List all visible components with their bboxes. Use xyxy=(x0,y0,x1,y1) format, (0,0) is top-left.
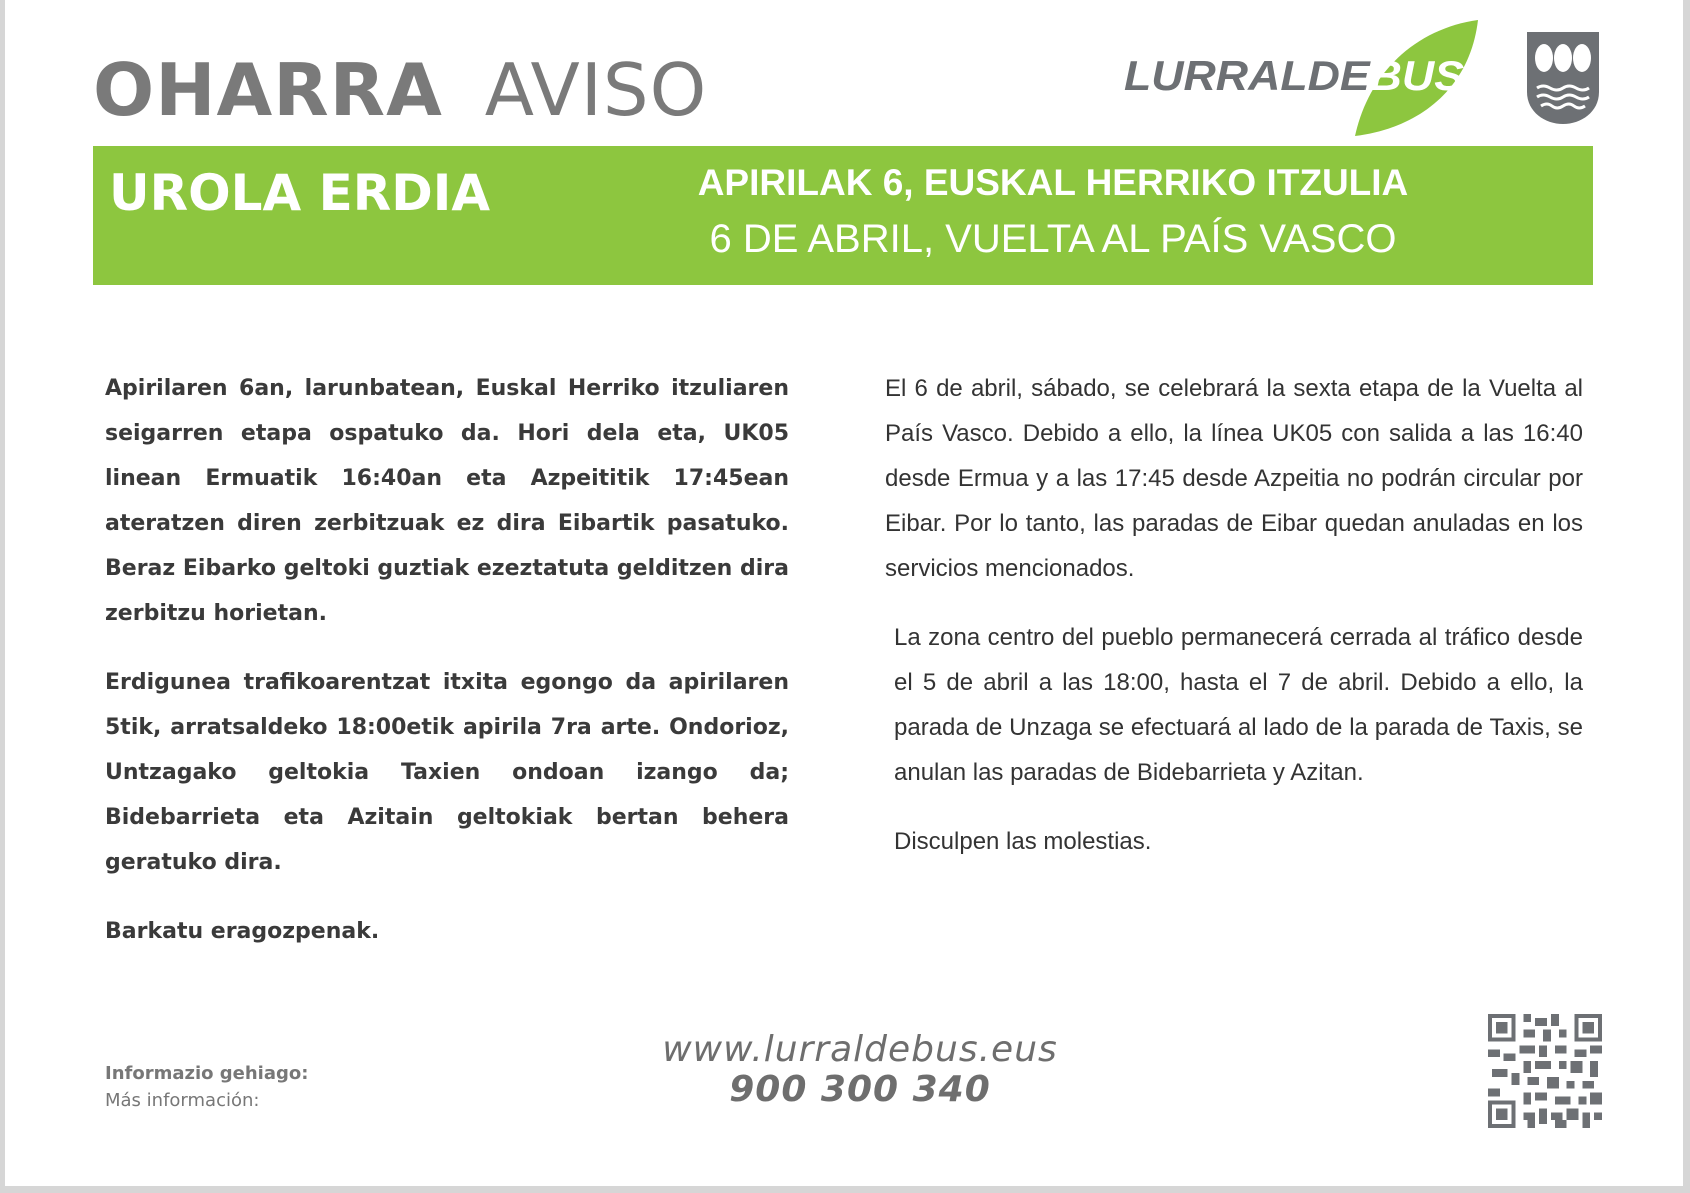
contact-block xyxy=(605,1030,1115,1110)
more-info-basque: Informazio gehiago: xyxy=(105,1063,309,1084)
paragraph: Apirilaren 6an, larunbatean, Euskal Herriko itzuliaren seigarren etapa ospatuko da. Hori dela eta, UK05 linean Ermuatik 16:40an eta Azpeititik 17:45ean ateratzen diren zerbitzuak ez dira Eibartik pasatuko. Beraz Eibarko geltoki guztiak ezeztatuta gelditzen dira zerbitzu horietan. xyxy=(105,376,789,626)
lurraldebus-logo xyxy=(1120,18,1480,138)
zone-name: UROLA ERDIA xyxy=(109,164,491,222)
phone-number: 900 300 340 xyxy=(729,1069,991,1110)
title-basque: OHARRA xyxy=(93,48,443,132)
more-info-spanish: Más información: xyxy=(105,1090,260,1111)
paragraph: Erdigunea trafikoarentzat itxita egongo da apirilaren 5tik, arratsaldeko 18:00etik apirila 7ra arte. Ondorioz, Untzagako geltokia Taxien ondoan izango da; Bidebarrieta eta Azitain geltokiak bertan behera geratuko dira. xyxy=(105,670,789,875)
more-info-label xyxy=(105,1060,308,1114)
title-spanish: AVISO xyxy=(484,48,708,132)
basque-column xyxy=(105,366,789,978)
notice-page xyxy=(5,0,1683,1186)
svg-text:LURRALDEBUS: LURRALDE BUS xyxy=(1124,52,1459,99)
website-link[interactable]: www.lurraldebus.eus xyxy=(662,1029,1058,1070)
paragraph: La zona centro del pueblo permanecerá cerrada al tráfico desde el 5 de abril a las 18:00, hasta el 7 de abril. Debido a ello, la parada de Unzaga se efectuará al lado de la parada de Taxis, se anulan las paradas de Bidebarrieta y Azitan. xyxy=(894,624,1583,786)
qr-code-icon xyxy=(1488,1014,1602,1128)
spanish-column xyxy=(885,366,1583,888)
gipuzkoa-shield-icon xyxy=(1525,30,1601,126)
page-title xyxy=(93,48,707,132)
headline-spanish: 6 DE ABRIL, VUELTA AL PAÍS VASCO xyxy=(709,217,1397,261)
paragraph: Disculpen las molestias. xyxy=(894,828,1152,855)
headline-basque: APIRILAK 6, EUSKAL HERRIKO ITZULIA xyxy=(697,162,1409,203)
header-band xyxy=(93,146,1593,285)
paragraph: Barkatu eragozpenak. xyxy=(105,919,380,944)
paragraph: El 6 de abril, sábado, se celebrará la sexta etapa de la Vuelta al País Vasco. Debido a ello, la línea UK05 con salida a las 16:40 desde Ermua y a las 17:45 desde Azpeitia no podrán circular por Eibar. Por lo tanto, las paradas de Eibar quedan anuladas en los servicios mencionados. xyxy=(885,375,1583,582)
